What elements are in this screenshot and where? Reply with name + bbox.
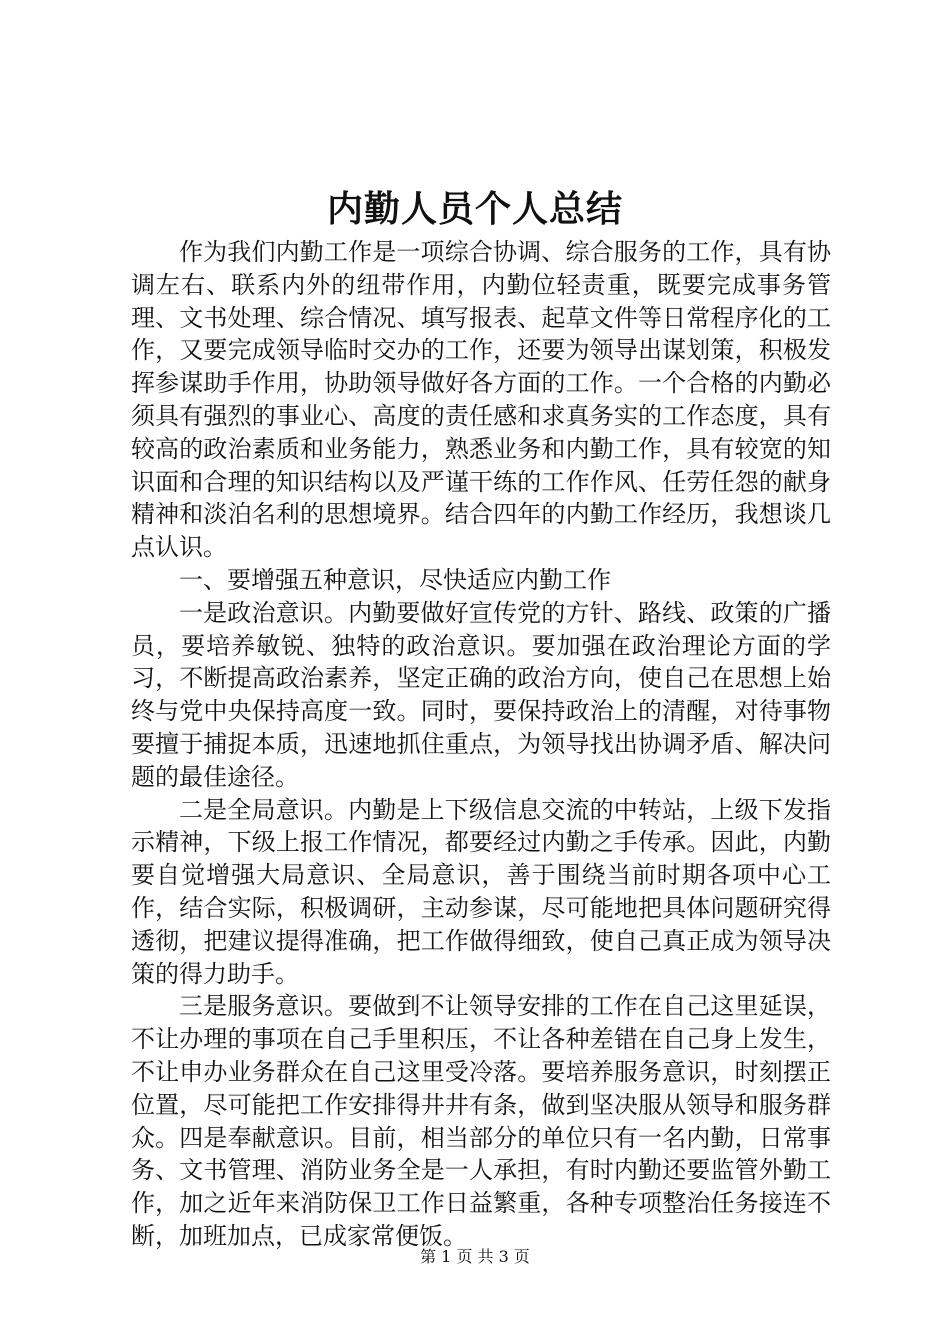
paragraph-intro: 作为我们内勤工作是一项综合协调、综合服务的工作，具有协调左右、联系内外的纽带作用，内勤位轻责重，既要完成事务管理、文书处理、综合情况、填写报表、起草文件等日常程序化的工作，又要完成领导临时交办的工作，还要为领导出谋划策，积极发挥参谋助手作用，协助领导做好各方面的工作。一个合格的内勤必须具有强烈的事业心、高度的责任感和求真务实的工作态度，具有较高的政治素质和业务能力，熟悉业务和内勤工作，具有较宽的知识面和合理的知识结构以及严谨干练的工作作风、任劳任怨的献身精神和淡泊名利的思想境界。结合四年的内勤工作经历，我想谈几点认识。 <box>131 238 831 562</box>
section-heading: 一、要增强五种意识，尽快适应内勤工作 <box>179 565 611 594</box>
paragraph-overall-awareness: 二是全局意识。内勤是上下级信息交流的中转站，上级下发指示精神，下级上报工作情况，都要经过内勤之手传承。因此，内勤要自觉增强大局意识、全局意识，善于围绕当前时期各项中心工作，结合实际，积极调研，主动参谋，尽可能地把具体问题研究得透彻，把建议提得准确，把工作做得细致，使自己真正成为领导决策的得力助手。 <box>131 795 831 988</box>
document-body <box>131 236 831 1253</box>
paragraph-political-awareness: 一是政治意识。内勤要做好宣传党的方针、路线、政策的广播员，要培养敏锐、独特的政治意识。要加强在政治理论方面的学习，不断提高政治素养，坚定正确的政治方向，使自己在思想上始终与党中央保持高度一致。同时，要保持政治上的清醒，对待事物要擅于捕捉本质，迅速地抓住重点，为领导找出协调矛盾、解决问题的最佳途径。 <box>131 598 831 791</box>
document-title: 内勤人员个人总结 <box>326 188 623 230</box>
paragraph-service-awareness: 三是服务意识。要做到不让领导安排的工作在自己这里延误，不让办理的事项在自己手里积压，不让各种差错在自己身上发生，不让申办业务群众在自己这里受冷落。要培养服务意识，时刻摆正位置，尽可能把工作安排得井井有条，做到坚决服从领导和服务群众。四是奉献意识。目前，相当部分的单位只有一名内勤，日常事务、文书管理、消防业务全是一人承担，有时内勤还要监管外勤工作，加之近年来消防保卫工作日益繁重，各种专项整治任务接连不断，加班加点，已成家常便饭。 <box>131 992 831 1250</box>
page-footer: 第 1 页 共 3 页 <box>420 1247 530 1266</box>
